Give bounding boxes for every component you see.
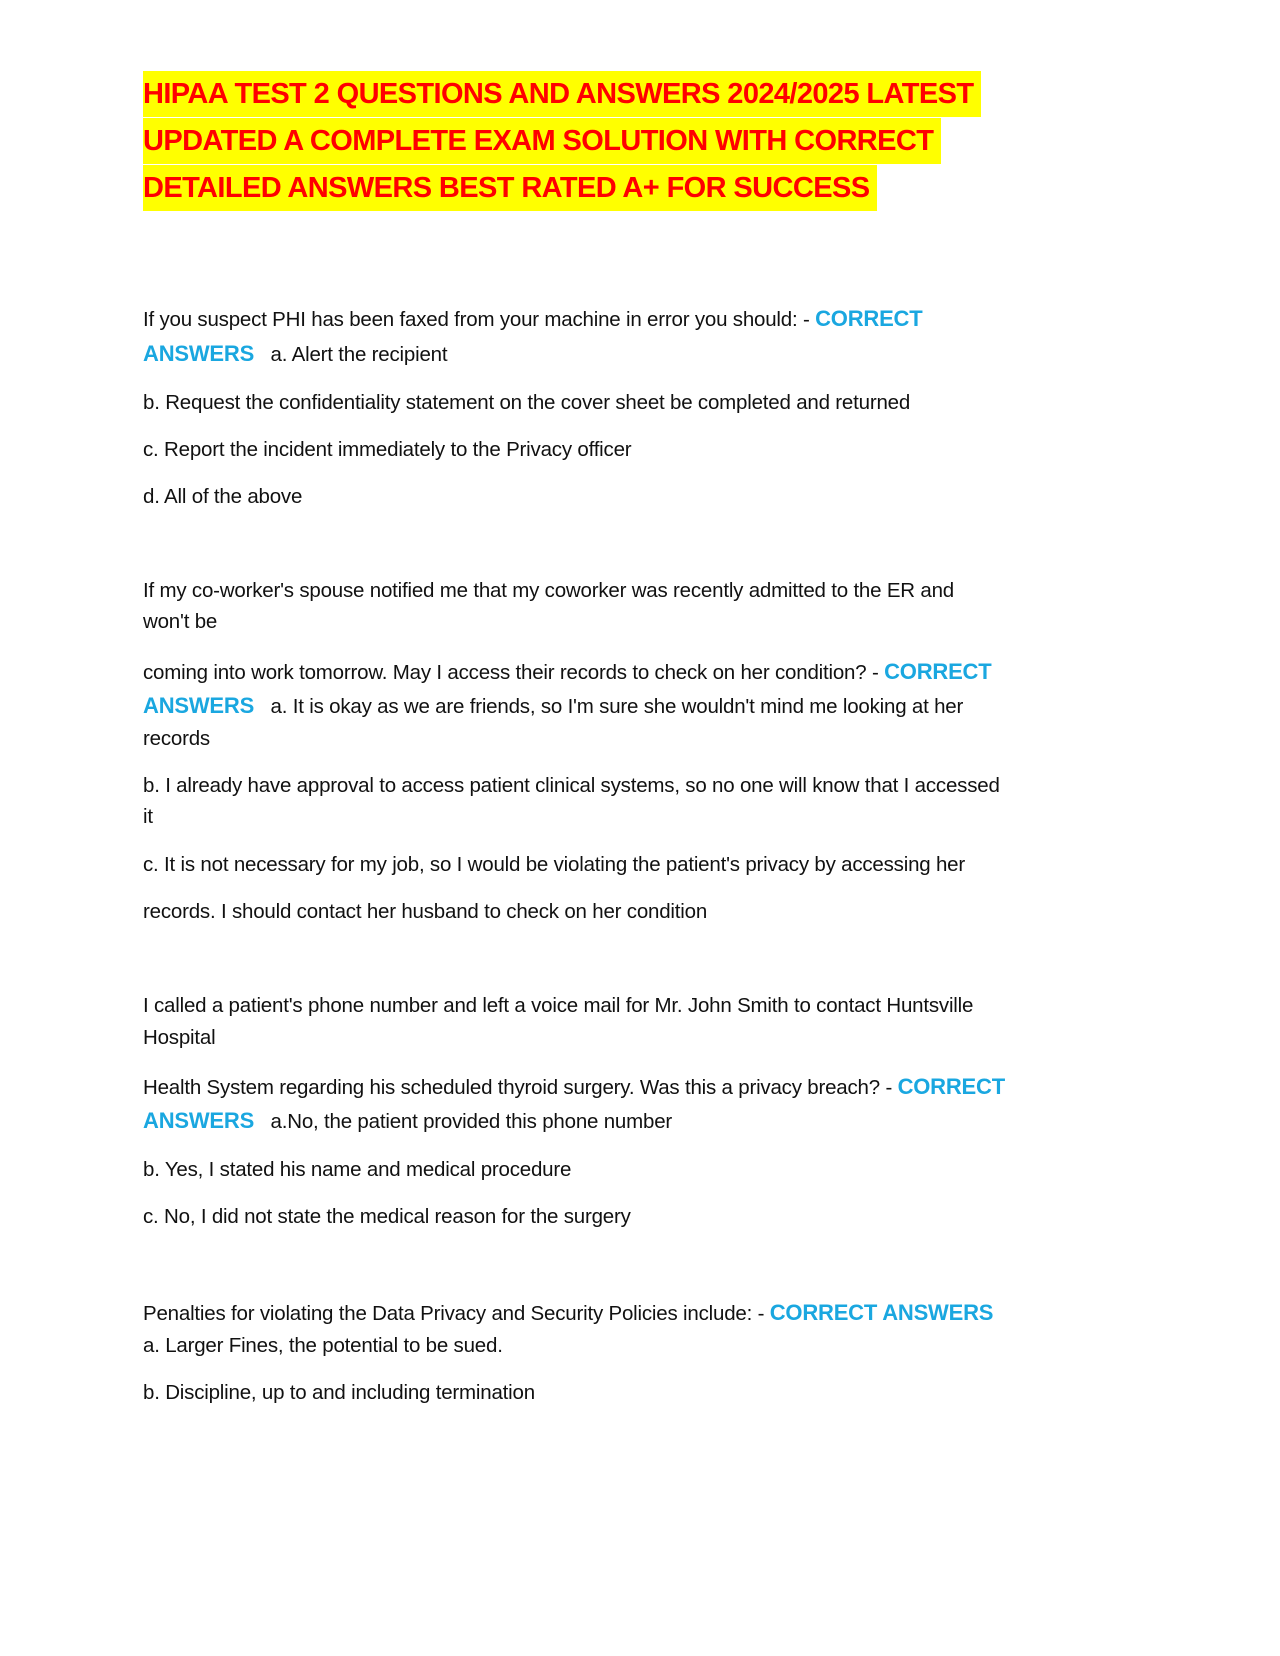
line-text: c. Report the incident immediately to the Privacy officer (143, 438, 632, 461)
text-line (143, 850, 965, 880)
text-line (143, 607, 217, 637)
line-text: records. I should contact her husband to check on her condition (143, 900, 708, 923)
line-text: If you suspect PHI has been faxed from your machine in error you should: - (143, 308, 816, 331)
line-text: a. Alert the recipient (254, 343, 448, 366)
text-line (143, 1298, 993, 1329)
text-line (143, 1378, 535, 1408)
text-line (143, 991, 973, 1021)
text-line (143, 657, 991, 688)
line-text: I called a patient's phone number and left a voice mail for Mr. John Smith to contact Huntsville (143, 994, 974, 1017)
line-text: b. Request the confidentiality statement on the cover sheet be completed and returned (143, 391, 911, 414)
correct-answers-label: CORRECT (897, 1074, 1005, 1099)
line-text: b. I already have approval to access patient clinical systems, so no one will know that I accessed (143, 774, 1000, 797)
text-line (143, 1155, 571, 1185)
line-text: records (143, 727, 210, 750)
line-text: If my co-worker's spouse notified me that my coworker was recently admitted to the ER and (143, 579, 955, 602)
line-text: Health System regarding his scheduled thyroid surgery. Was this a privacy breach? - (143, 1076, 898, 1099)
text-line (143, 304, 922, 335)
text-line (143, 339, 447, 370)
correct-answers-label: ANSWERS (143, 341, 255, 366)
correct-answers-label: CORRECT (815, 306, 923, 331)
text-line (143, 771, 1000, 801)
line-text: c. No, I did not state the medical reason for the surgery (143, 1205, 631, 1228)
text-line (143, 388, 910, 418)
line-text: c. It is not necessary for my job, so I would be violating the patient's privacy by accessing her (143, 853, 966, 876)
line-text: coming into work tomorrow. May I access their records to check on her condition? - (143, 661, 885, 684)
line-text: d. All of the above (143, 485, 303, 508)
text-line (143, 576, 954, 606)
correct-answers-label: CORRECT ANSWERS (769, 1300, 994, 1325)
correct-answers-label: ANSWERS (143, 693, 255, 718)
text-line (143, 691, 963, 722)
line-text: b. Discipline, up to and including termination (143, 1381, 535, 1404)
line-text: Hospital (143, 1026, 216, 1049)
text-line (143, 1072, 1005, 1103)
line-text: Penalties for violating the Data Privacy and Security Policies include: - (143, 1302, 770, 1325)
text-line (143, 897, 707, 927)
line-text: a. Larger Fines, the potential to be sued. (143, 1334, 503, 1357)
line-text: a.No, the patient provided this phone number (254, 1110, 673, 1133)
line-text: a. It is okay as we are friends, so I'm sure she wouldn't mind me looking at her (254, 695, 964, 718)
title-line: UPDATED A COMPLETE EXAM SOLUTION WITH CORRECT (143, 118, 941, 164)
title-line: DETAILED ANSWERS BEST RATED A+ FOR SUCCESS (143, 165, 877, 211)
text-line (143, 435, 631, 465)
text-line (143, 1331, 503, 1361)
text-line (143, 482, 302, 512)
correct-answers-label: ANSWERS (143, 1108, 255, 1133)
correct-answers-label: CORRECT (884, 659, 992, 684)
text-line (143, 1202, 631, 1232)
title-line: HIPAA TEST 2 QUESTIONS AND ANSWERS 2024/2025 LATEST (143, 71, 981, 117)
line-text: b. Yes, I stated his name and medical procedure (143, 1158, 572, 1181)
line-text: won't be (143, 610, 218, 633)
text-line (143, 1106, 672, 1137)
text-line (143, 1023, 215, 1053)
text-line (143, 724, 210, 754)
line-text: it (143, 805, 153, 828)
text-line (143, 802, 153, 832)
